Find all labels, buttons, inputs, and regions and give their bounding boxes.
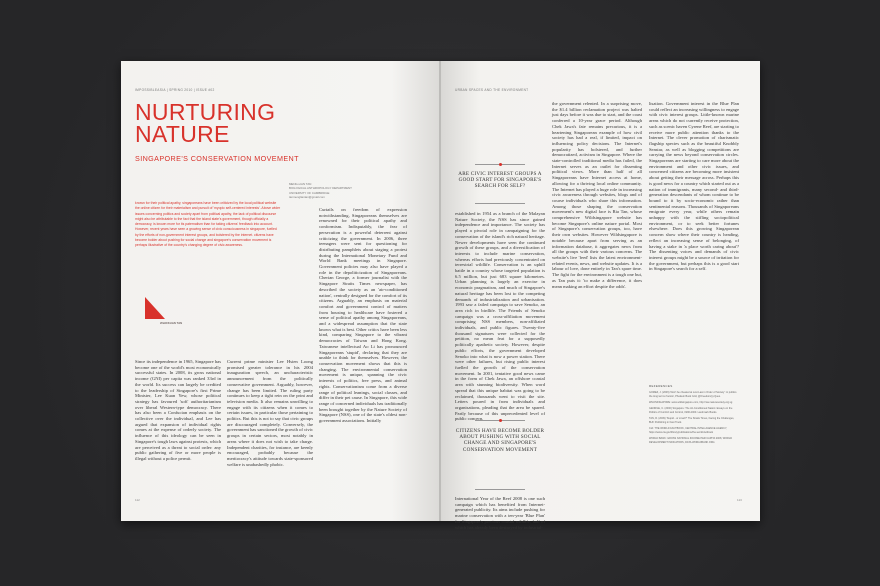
red-triangle-marker xyxy=(145,297,165,319)
image-credit: WHO/KUAN TAN xyxy=(160,321,183,325)
author-university: UNIVERSITY OF CAMBRIDGE xyxy=(289,190,330,195)
body-column-right-2: the government relented. In a surprising move, the $1.4 billion reclamation project was halted just days before it was due to start, and the coast conferred a 10-year grace period. Although Chek Jawa's fate remains precarious, it is a heartening Singaporean example of how civil society has had a real, if limited, impact on influencing policy decisions. The Internet's popularity has bolstered, and further democratized, activism in Singapore. Where the state-controlled traditional media has failed, the Internet serves as an outlet for dissenting political views. More than half of all Singaporeans have Internet access at home, allowing for a thriving local online community. The Internet has played a huge role in increasing civic awareness through websites, blogs and of course individuals who share this information. Among those shaping the conservation movement's new digital face is Ria Tan, whose comprehensive Wildsingapore website has become Singapore's online nature portal. Most of Singapore's conservation groups, too, have their own websites. However Wildsingapore is notable because apart from serving as an information database, it aggregates news from all the groups with their various concerns. The website's live 'feed' lists the latest environment-related events, news, and website updates. It is a labour of love, done entirely in Tan's spare time. The fight for the environment is a tough one but, as Tan puts it: 'to make a difference, it does mean making an effort despite the odds'. xyxy=(552,101,642,289)
author-email: tanmengliantan@gmail.com xyxy=(289,194,325,199)
callout2-rule-bottom xyxy=(475,489,525,490)
article-title xyxy=(135,101,335,145)
callout-rule-bottom xyxy=(475,203,525,204)
page-number-right: 113 xyxy=(737,498,742,502)
magazine-spread xyxy=(121,61,760,530)
body-column-right-3: lisation. Government interest in the Blue Plan could reflect an increasing willingness to engage with civic interest groups. Little-known marine areas which do not currently receive protection, such as scenic haven Cyrene Reef, are starting to receive more public attention thanks to the Internet. The clever promotion of charismatic flagship species such as the beautiful Knobbly Seastar, as well as blogging competitions are carrying the news beyond conservation circles. Singaporeans are starting to care more about the environment and other civic issues, and concerned citizens are becoming more insistent about getting their message across. Perhaps this is good news for a country which started out as a nation of immigrants, many second- and third-generation descendants of whom continue to be bound to it by socio-economic rather than sentimental reasons. Thousands of Singaporeans emigrate every year, while others remain unhappy with the stifling sociopolitical environment, or to seek better fortunes elsewhere. Does this growing Singaporean concern show where their country is heading, reflect an increasing sense of belonging, of having a stake in 'a place worth caring about'? The dissenting voices and demands of civic interest groups might be a source of irritation for the government, but perhaps this is a good start in Singapore's search for a self. xyxy=(649,101,739,272)
byline xyxy=(289,182,389,199)
callout2-dot-top xyxy=(499,419,502,422)
reference-item: TAN, R. (2009) 'Stupid - or smart?' The Straits Times, Facing the Challenges, BUF Publishing in Fast Track. xyxy=(649,417,735,424)
references-list xyxy=(649,391,737,447)
reference-item: GOMEZ, J. (2006) 'Don't be cheated at Lost Law in Order of Society': in politics the long terms rhetoric, Pheikein Book Grid, @Freedom(s).Ques. xyxy=(649,391,737,398)
references-heading: REFERENCES xyxy=(649,384,673,388)
right-page xyxy=(441,61,760,530)
pull-quote-1: ARE CIVIC INTEREST GROUPS A GOOD START FOR SINGAPORE'S SEARCH FOR SELF? xyxy=(458,171,542,190)
page-number-left: 112 xyxy=(135,498,140,502)
intro-paragraph: known for their political apathy, singaporeans have been criticized by the local political website the online citizen for their materialism and pursuit of 'myopic self-centered interests'. Above wider issues concerning politics and society apart from political apathy, the lack of political discourse might also be attributable to the fact that the island state's government, though officially a democracy, is known more for its paternalism than for taking citizens' feedback into account. However, recent years have seen a growing sense of civic consciousness in singapore, fuelled by the efforts of non-government interest groups, and bolstered by the internet. citizens have become bolder about pushing for social change and singapore's conservation movement is perhaps illustrative of the country's changing degree of civic awareness. xyxy=(135,201,281,247)
body-column-3: Curtails on freedom of expression notwithstanding, Singaporeans themselves are renowned for their political apathy and conformism. Indisputably, the fear of persecution is a powerful deterrent against criticizing the government. In 2006, three teenagers were sent for questioning for distributing pamphlets about staging a protest during the International Monetary Fund and World Bank meetings in Singapore. Government policies may also have played a role in the depoliticization of Singaporeans. Cherian George, a former journalist with the Singapore Straits Times newspaper, has described the society as an 'air-conditioned nation', centrally designed for the comfort of its citizens. Arguably, an emphasis on material comfort and government control of matters from housing to healthcare have fostered a sense of political apathy among Singaporeans, and a widespread assumption that the state knows what is best. Other critics have been less kind, comparing Singapore to the vibrant democracies of Taiwan and Hong Kong. Taiwanese intellectual Ao Li has pronounced Singaporeans 'stupid', declaring that they are unable to think for themselves. However, the conservation movement shows that this is changing. The environmental conservation movement is unique, spanning the civic interests of politics, free press, and animal rights. Conservationism come from a diverse range of political leanings, social classes, and differ in their pet cause. In Singapore, this wide range of concerned individuals has traditionally been brought together by the Nature Society of Singapore (NSS), one of the state's oldest non-government associations. Initially xyxy=(319,207,407,424)
pull-quote-2: CITIZENS HAVE BECOME BOLDER ABOUT PUSHING WITH SOCIAL CHANGE AND SINGAPORE'S CONSERVATION MOVEMENT xyxy=(455,428,545,453)
reference-item: CIA: THE WORLD FACTBOOK, CENTRAL INTELLIGENCE AGENCY, https://www.cia.gov/library/publications/the-world-factbook xyxy=(649,427,728,434)
body-column-right-1a: established in 1954 as a branch of the Malayan Nature Society, the NSS has since gained independence and importance. The society has played a pivotal role in campaigning for the conservation of the island's rich natural heritage. Newer developments have seen the continued growth of these groups, and a diversification of interests to include marine conservation, whereas efforts had previously concentrated on terrestrial wildlife. Conservation is an uphill battle in a country whose targeted population is 6.5 million, but just 683 square kilometres. Urban planning is largely an exercise in economic pragmatism, and much of Singapore's natural heritage has been lost to the competing demands of industrialization and urbanisation. 1993 saw a failed campaign to save Senoko, an area rich in birdlife. The Friends of Senoko campaign was a cross-affiliation movement comprising NSS members, non-affiliated individuals, and public figures. Twenty-five thousand signatures were collected for the petition, no mean feat for a supposedly politically apathetic society. However, despite public efforts, the government developed Senoko into what is now a power station. There were other failures, but rising public interest fuelled the growth of the conservation movement. In 2001, tentative good news came in the form of Chek Jawa, an offshore coastal area with stunning biodiversity. When word spread that this unique habitat was going to be reclaimed, thousands went to visit the site. Letters poured in from individuals and organisations, pleading that the area be spared. Partly because of this unprecedented level of public concern, xyxy=(455,211,545,422)
body-column-right-1b: International Year of the Reef 2008 is one such campaign which has benefited from Internet-generated publicity. Its aims include pushing for marine conservation with a ten-year 'Blue Plan' for Singapore's precious coastal wildlife, half of which has already been destroyed by industrial- xyxy=(455,496,545,530)
article-subtitle: SINGAPORE'S CONSERVATION MOVEMENT xyxy=(135,154,299,163)
left-page xyxy=(121,61,439,521)
body-column-1: Since its independence in 1965, Singapore has become one of the world's most economically successful states. In 2008, its gross national income (GNI) per capita was ranked 33rd in the world. Its success can largely be credited to the leadership of Singapore's first Prime Minister, Lee Kuan Yew, whose political strategy has favoured 'soft' authoritarianism over liberal Western-type democracy. There has also been a Confucian emphasis on the collective over the individual, and Lee has argued that expansion of individual rights comes at the expense of orderly society. The influence of this ideology can be seen in Singapore's tough laws against protests, which are perceived as a threat to social order: any public gathering of five or more people is illegal without a police permit. xyxy=(135,359,221,461)
title-line-2: NATURE xyxy=(135,121,230,147)
author-dept: BIOLOGICAL ANTHROPOLOGY DEPARTMENT xyxy=(289,186,352,191)
body-column-2: Current prime minister Lee Hsien Loong promised greater tolerance in his 2004 inauguration speech, an uncharacteristic announcement from the politically conservative government. Arguably, however, change has been limited. The ruling party continues to keep a tight rein on the print and television media. It also remains unwilling to engage with its citizens when it comes to certain issues, in particular those pertaining to politics. But this is not to say that civic groups are discouraged completely. Conversely, the government has sanctioned the growth of civic groups in certain sectors, most notably in areas where it does not wish to take charge. Independent charities, for instance, are keenly encouraged, probably because the meritocracy's attitude towards state-sponsored welfare is unabashedly phobic. xyxy=(227,359,313,467)
title-line-1: NURTURING xyxy=(135,99,276,125)
reference-item: WORLD BANK: GROSS NATIONAL INCOME PER CAPITA 2008, WORLD DEVELOPMENT INDICATORS, DATA.WORLDBANK.ORG xyxy=(649,437,733,444)
running-head-left: IMPOSSIBLEASIA | SPRING 2010 | ISSUE #02 xyxy=(135,88,215,92)
author-name: MENG-LIAN TAN xyxy=(289,182,312,186)
reference-item: WILDSINGAPORE: www.wildsingapore.com, http://ww.naturesociety.org.sg xyxy=(649,400,733,404)
callout-dot-top xyxy=(499,163,502,166)
reference-item: GEORGE, C. (2000) Singapore: The Air-Conditioned Nation: Essays on the Politics of Comfort and Control, 1990-2000. Landmark Books. xyxy=(649,407,733,414)
running-head-right: URBAN SPACES AND THE ENVIRONMENT xyxy=(455,88,529,92)
